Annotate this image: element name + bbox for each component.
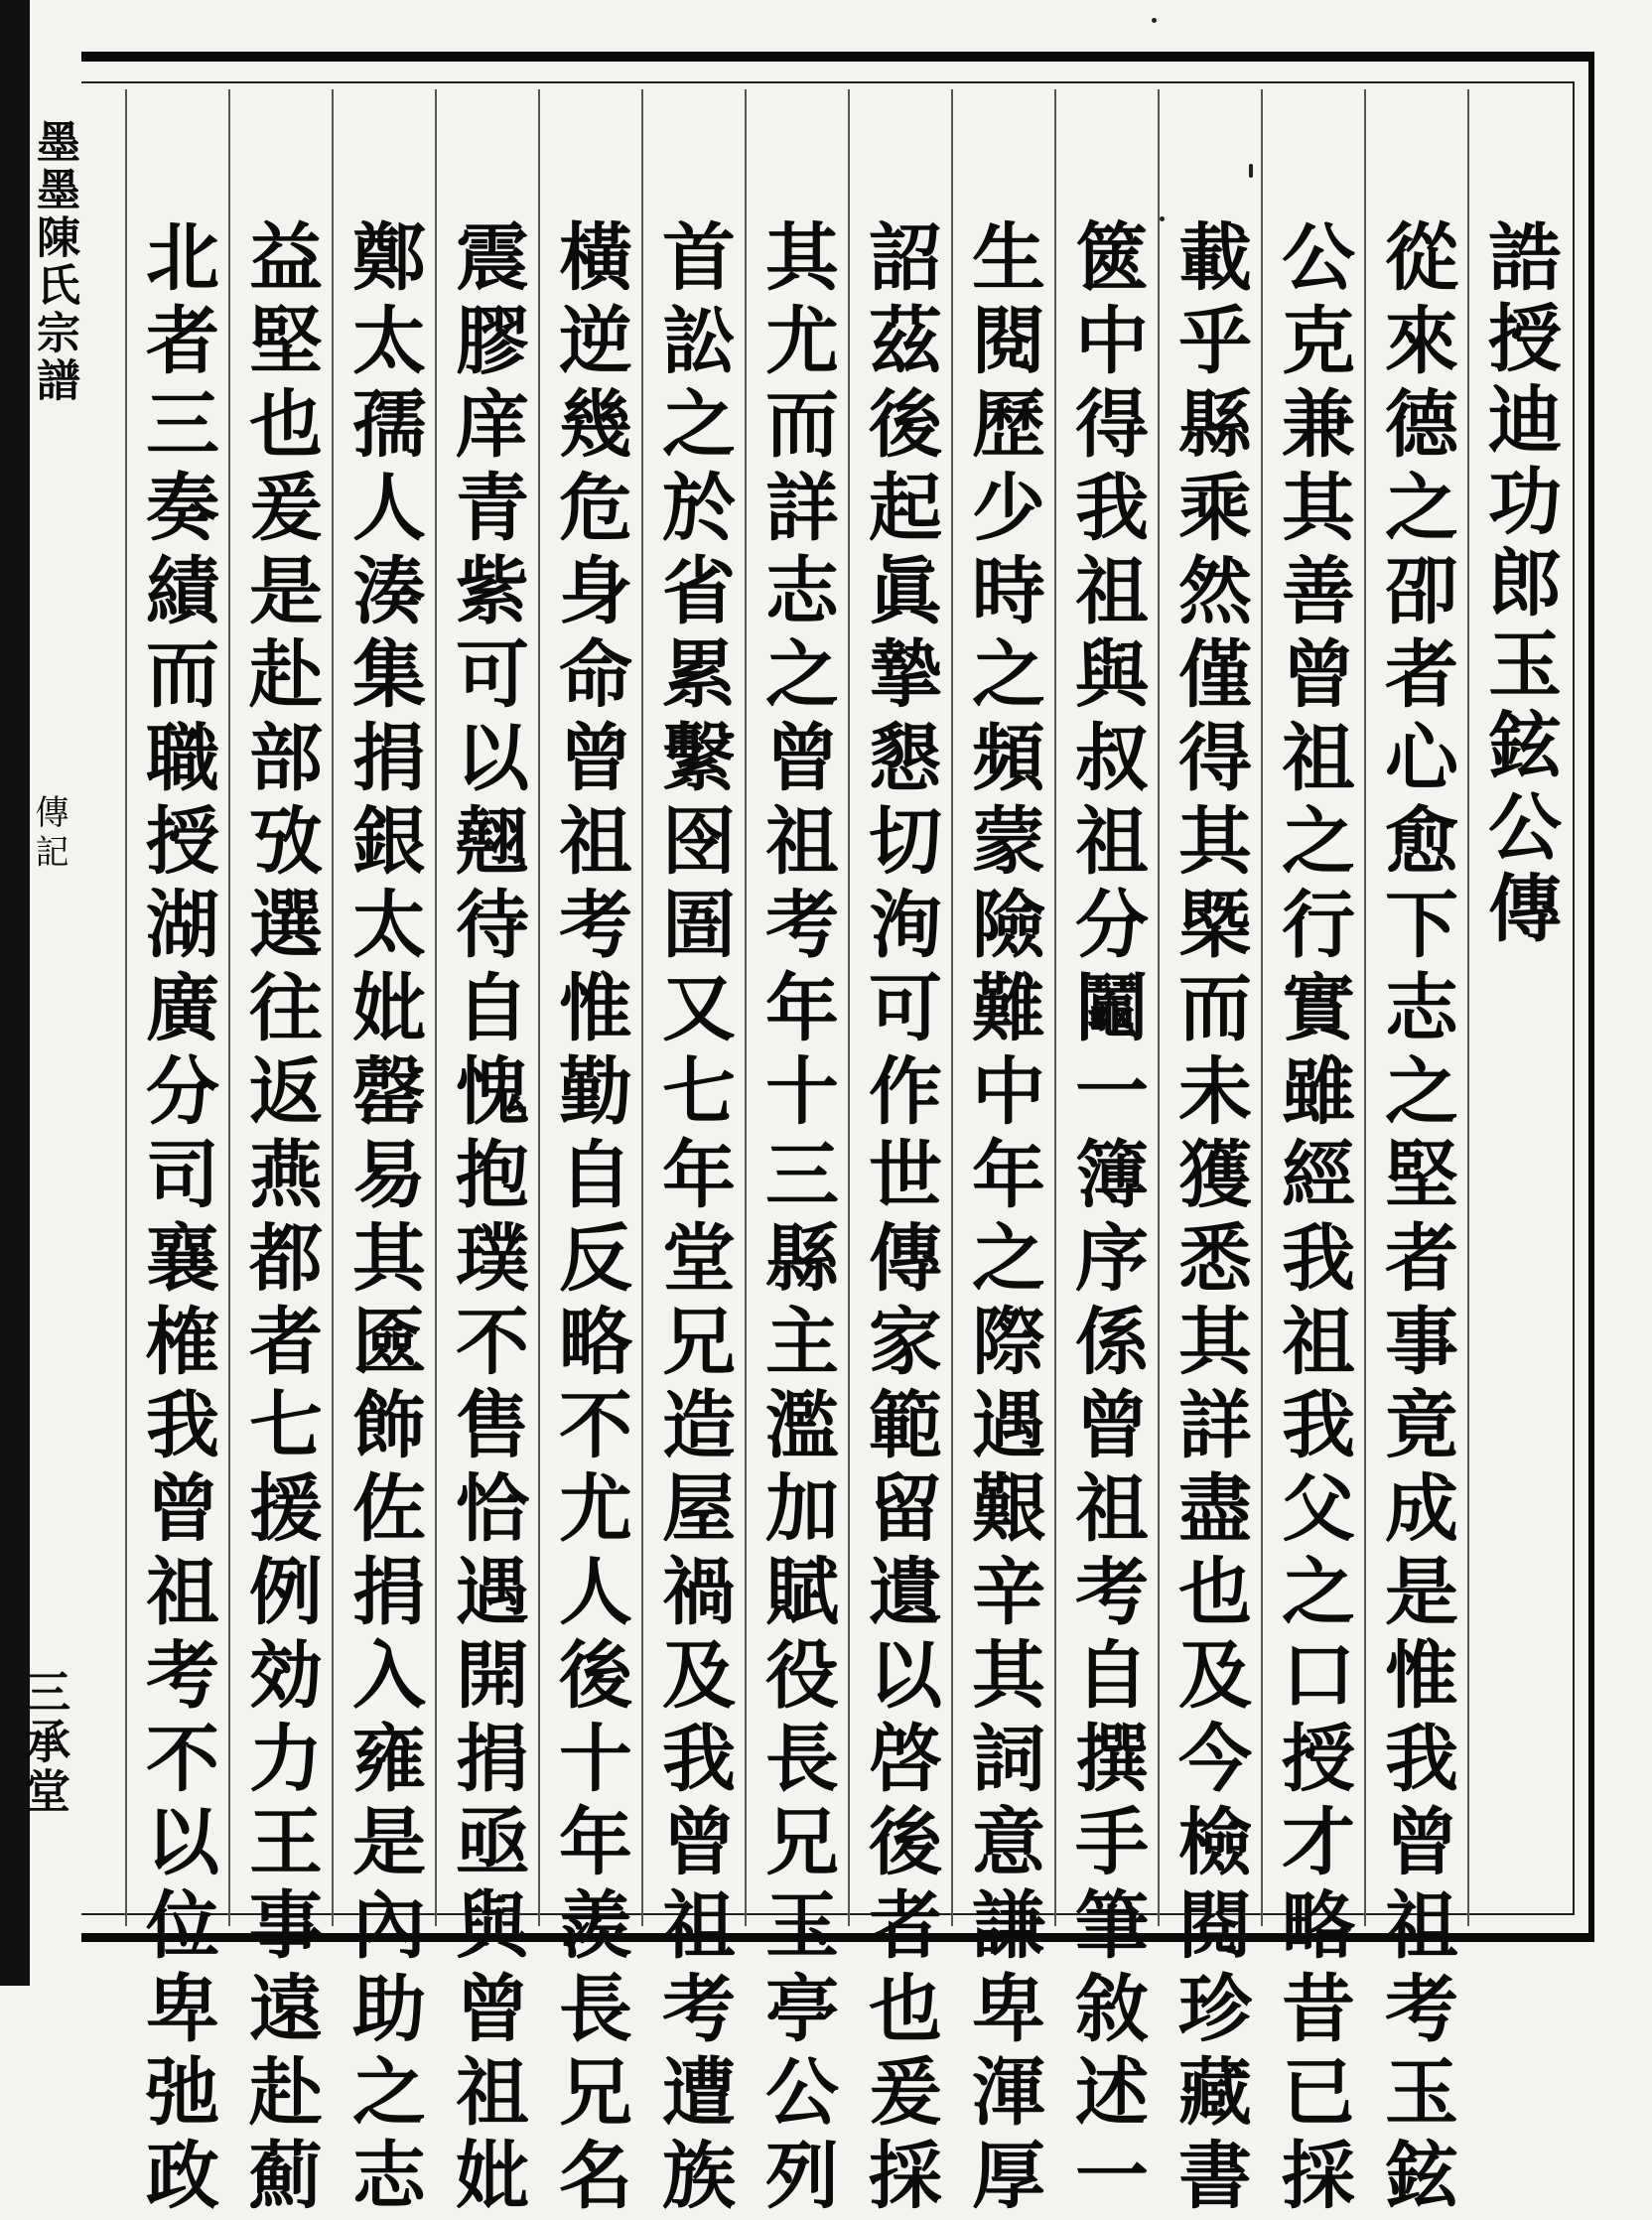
text-column bbox=[1158, 89, 1261, 2220]
spine-section-label: 傳記 bbox=[29, 794, 69, 874]
text-column bbox=[538, 89, 641, 2220]
text-column bbox=[745, 89, 848, 2220]
page-margin-spine bbox=[18, 119, 79, 1946]
column-text: 鄭太孺人湊集捐銀太妣罄易其匳飾佐捐入雍是內助之志 bbox=[341, 218, 426, 2220]
column-text: 首訟之於省累繫囹圄又七年堂兄造屋禍及我曾祖考遭族 bbox=[650, 218, 736, 2220]
text-columns bbox=[111, 89, 1571, 2220]
text-column bbox=[848, 89, 951, 2220]
column-text: 篋中得我祖與叔祖分鬮一簿序係曾祖考自撰手筆敘述一 bbox=[1063, 218, 1149, 2220]
column-text: 生閱歷少時之頻蒙險難中年之際遇艱辛其詞意謙卑渾厚 bbox=[960, 218, 1045, 2220]
column-text: 從來德之卲者心愈下志之堅者事竟成是惟我曾祖考玉鉉 bbox=[1373, 218, 1458, 2220]
column-text: 其尤而詳志之曾祖考年十三縣主濫加賦役長兄玉亭公列 bbox=[754, 218, 839, 2220]
text-column bbox=[125, 89, 228, 2220]
biography-title: 誥授迪功郎玉鉉公傳 bbox=[1476, 218, 1562, 951]
ink-speck bbox=[1160, 216, 1165, 221]
column-text: 益堅也爰是赴部攷選往返燕都者七援例効力王事遠赴薊 bbox=[237, 218, 323, 2220]
column-text: 詔茲後起眞摯懇切洵可作世傳家範留遺以啓後者也爰採 bbox=[857, 218, 942, 2220]
ink-speck bbox=[1152, 18, 1157, 23]
column-text: 公克兼其善曾祖之行實雖經我祖我父之口授才略昔已採 bbox=[1270, 218, 1355, 2220]
text-column bbox=[1054, 89, 1158, 2220]
text-column bbox=[1364, 89, 1467, 2220]
text-column bbox=[641, 89, 745, 2220]
text-column bbox=[332, 89, 435, 2220]
spine-book-title: 墨墨陳氏宗譜 bbox=[29, 119, 79, 405]
column-text: 北者三奏績而職授湖廣分司襄榷我曾祖考不以位卑弛政 bbox=[134, 218, 219, 2220]
column-text: 橫逆幾危身命曾祖考惟勤自反略不尤人後十年羨長兄名 bbox=[547, 218, 632, 2220]
text-column bbox=[435, 89, 538, 2220]
text-column bbox=[1261, 89, 1364, 2220]
text-column bbox=[951, 89, 1054, 2220]
column-text: 震膠庠青紫可以翹待自愧抱璞不售恰遇開捐亟與曾祖妣 bbox=[444, 218, 529, 2220]
ink-speck bbox=[1249, 164, 1253, 178]
title-column bbox=[1467, 89, 1571, 1926]
column-text: 載乎縣乘然僅得其槩而未獲悉其詳盡也及今檢閱珍藏書 bbox=[1167, 218, 1252, 2220]
text-column bbox=[228, 89, 332, 2220]
spine-hall-name: 三承堂 bbox=[18, 1668, 71, 1817]
